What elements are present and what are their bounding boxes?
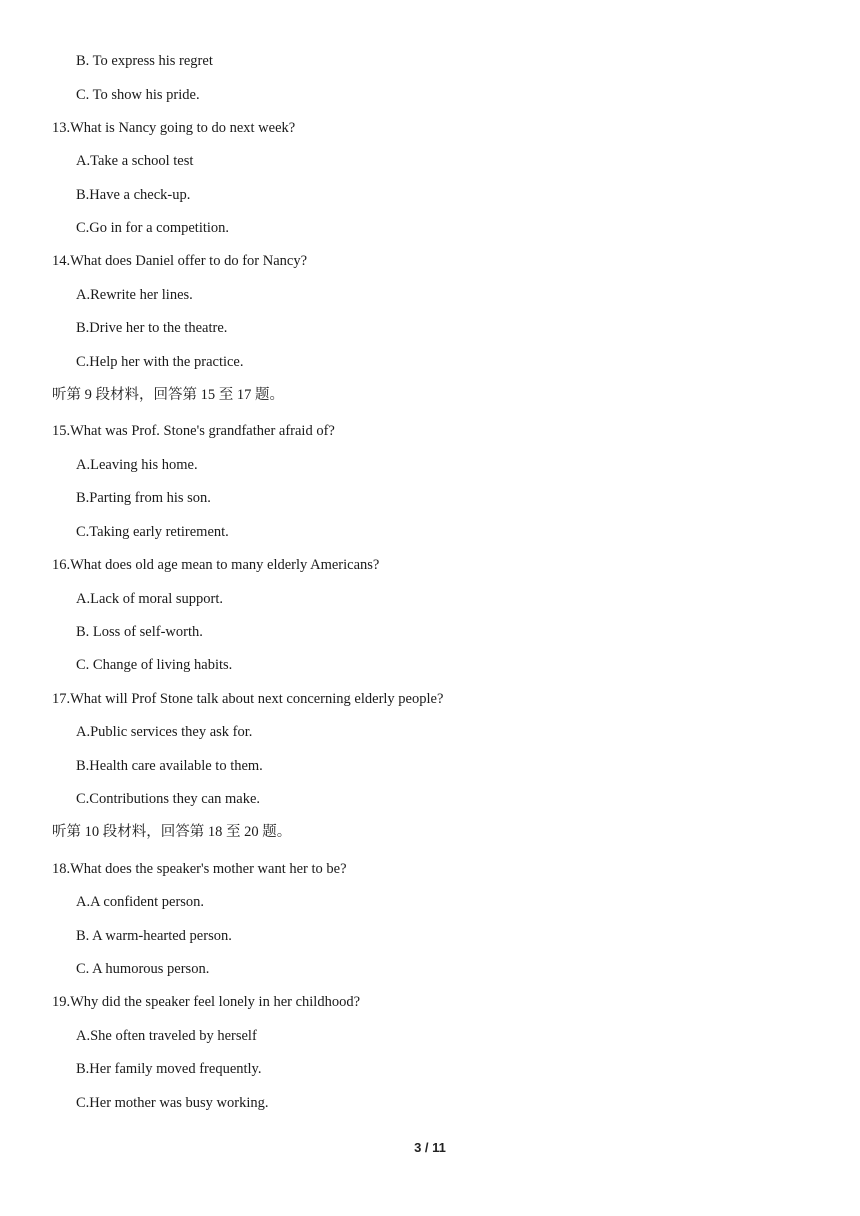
question-18: 18.What does the speaker's mother want her to be?	[52, 861, 347, 877]
option-18c: C. A humorous person.	[76, 961, 210, 977]
option-12b: B. To express his regret	[76, 53, 213, 69]
question-15: 15.What was Prof. Stone's grandfather afraid of?	[52, 423, 335, 439]
question-17: 17.What will Prof Stone talk about next concerning elderly people?	[52, 691, 444, 707]
option-15a: A.Leaving his home.	[76, 457, 198, 473]
option-19b: B.Her family moved frequently.	[76, 1061, 262, 1077]
page-number: 3 / 11	[414, 1140, 446, 1155]
option-19a: A.She often traveled by herself	[76, 1028, 257, 1044]
option-17b: B.Health care available to them.	[76, 758, 263, 774]
question-13: 13.What is Nancy going to do next week?	[52, 120, 296, 136]
option-14b: B.Drive her to the theatre.	[76, 320, 228, 336]
option-13c: C.Go in for a competition.	[76, 220, 230, 236]
option-16b: B. Loss of self-worth.	[76, 624, 203, 640]
option-13a: A.Take a school test	[76, 153, 194, 169]
option-16a: A.Lack of moral support.	[76, 591, 223, 607]
section-instruction-9: 听第 9 段材料，回答第 15 至 17 题。	[52, 387, 284, 403]
option-16c: C. Change of living habits.	[76, 657, 233, 673]
section-instruction-10: 听第 10 段材料，回答第 18 至 20 题。	[52, 824, 292, 840]
option-19c: C.Her mother was busy working.	[76, 1095, 269, 1111]
option-15c: C.Taking early retirement.	[76, 524, 229, 540]
option-18b: B. A warm-hearted person.	[76, 928, 232, 944]
option-14a: A.Rewrite her lines.	[76, 287, 193, 303]
question-19: 19.Why did the speaker feel lonely in her childhood?	[52, 994, 361, 1010]
question-16: 16.What does old age mean to many elderly Americans?	[52, 557, 380, 573]
option-12c: C. To show his pride.	[76, 87, 200, 103]
option-18a: A.A confident person.	[76, 894, 205, 910]
option-17a: A.Public services they ask for.	[76, 724, 253, 740]
option-13b: B.Have a check-up.	[76, 187, 191, 203]
option-15b: B.Parting from his son.	[76, 490, 211, 506]
option-14c: C.Help her with the practice.	[76, 354, 244, 370]
question-14: 14.What does Daniel offer to do for Nancy?	[52, 253, 308, 269]
option-17c: C.Contributions they can make.	[76, 791, 261, 807]
